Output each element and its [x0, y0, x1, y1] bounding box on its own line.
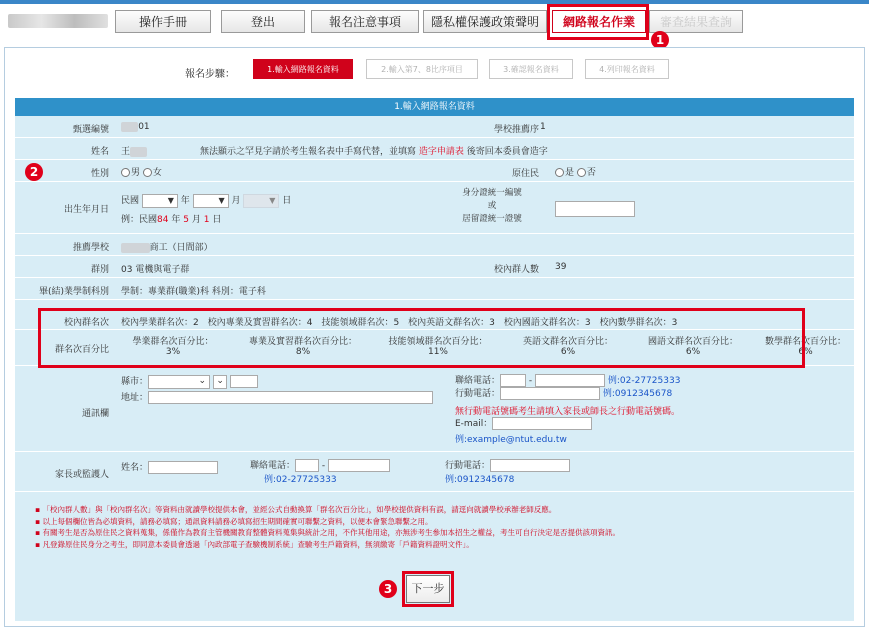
chevron-down-icon: ▼: [167, 195, 174, 205]
percent-label: 群名次百分比: [54, 345, 109, 355]
guardian-tel-number-input[interactable]: [328, 459, 390, 472]
mobile-input[interactable]: [500, 387, 600, 400]
steps-label: 報名步驟：: [185, 69, 235, 80]
birth-day-select[interactable]: [243, 194, 279, 208]
guardian-tel-example: 例:02-27725333: [264, 475, 337, 485]
ranks-value: 校內學業群名次：2 校內專業及實習群名次：4 技能領域群名次：5 校內英語文群名次：3 校內國語文群名次：3 校內數學群名次：3: [121, 318, 678, 328]
marker-3: 3: [379, 580, 397, 598]
note-item: ▪ 有關考生是否為原住民之資料蒐集，係僅作為教育主管機關教育整體資料蒐集與統計之用，不作其他用途，亦無涉考生參加本招生之權益，考生可自行決定是否提供該項資訊。: [35, 527, 840, 539]
guardian-tel-area-input[interactable]: [295, 459, 319, 472]
guardian-mobile-input[interactable]: [490, 459, 570, 472]
mobile-example: 例:0912345678: [602, 389, 673, 399]
aboriginal-no-radio[interactable]: [577, 168, 586, 177]
program-label: 畢(結)業學制科別: [38, 287, 109, 297]
row-contact: [15, 370, 854, 452]
section-title: 1.輸入網路報名資料: [15, 98, 854, 116]
note-item: ▪ 以上每個欄位皆為必填資料，請務必填寫；通訊資料請務必填寫招生期間確實可聯繫之資料，以便本會緊急聯繫之用。: [35, 516, 840, 528]
top-navigation: [0, 0, 869, 40]
step-4: 4.列印報名資料: [585, 59, 669, 79]
name-label: 姓名: [90, 147, 109, 157]
birth-inputs: 民國 ▼ 年 ▼ 月 ▼ 日: [121, 195, 292, 206]
row-school: [15, 234, 854, 256]
percent-item: 國語文群名次百分比： 6%: [647, 337, 738, 357]
chevron-down-icon: ▼: [269, 195, 276, 205]
group-count-label: 校內群人數: [493, 265, 539, 275]
group-label: 群別: [90, 265, 109, 275]
program-value: 學制：專業群(職業)科 科別：電子科: [121, 287, 266, 297]
group-value: 03 電機與電子群: [121, 265, 190, 275]
notes-list: [35, 504, 840, 550]
review-result-button[interactable]: 審查結果查詢: [649, 10, 743, 33]
percent-item: 英語文群名次百分比： 6%: [522, 337, 613, 357]
contact-email-row: E-mail：: [455, 416, 592, 430]
exam-no-label: 甄選編號: [72, 125, 109, 135]
id-no-label: 身分證統一編號 或 居留證統一證號: [462, 188, 522, 224]
aboriginal-yes-radio[interactable]: [555, 168, 564, 177]
step-1: 1.輸入網路報名資料: [253, 59, 353, 79]
marker-1: 1: [651, 31, 669, 49]
guardian-mobile-example: 例:0912345678: [445, 475, 515, 485]
school-label: 推薦學校: [72, 243, 109, 253]
top-strip: [0, 0, 869, 4]
contact-addr-row: 地址：: [121, 390, 433, 404]
school-rank-value: 1: [540, 122, 546, 132]
contact-city-row: 縣市： ⌄ ⌄: [121, 374, 258, 389]
percent-item: 數學群名次百分比： 6%: [764, 337, 846, 357]
school-value: 00000商工（日間部）: [121, 243, 213, 253]
row-guardian: [15, 454, 854, 492]
gender-options: 男 女: [121, 165, 162, 178]
notice-button[interactable]: 報名注意事項: [311, 10, 419, 33]
guardian-tel-row: 聯絡電話： - 例:02-27725333: [250, 458, 390, 485]
row-exam-no: [15, 116, 854, 138]
chevron-down-icon: ⌄: [216, 375, 224, 386]
aboriginal-options: 是 否: [555, 165, 596, 178]
gender-label: 性別: [90, 169, 109, 179]
name-note: 無法顯示之罕見字請於考生報名表中手寫代替，並填寫 造字申請表 後寄回本委員會造字: [200, 147, 548, 157]
note-item: ▪ 凡登錄原住民身分之考生，即同意本委員會透過「內政部電子查驗機制系統」查驗考生戶籍資料，無須繳寄「戶籍資料證明文件」。: [35, 539, 840, 551]
step-3: 3.確認報名資料: [489, 59, 573, 79]
gender-female-radio[interactable]: [143, 168, 152, 177]
group-count-value: 39: [555, 262, 567, 272]
zip-input[interactable]: [230, 375, 258, 388]
school-rank-label: 學校推薦序: [493, 125, 539, 135]
exam-no-value: 00001: [121, 122, 150, 132]
chevron-down-icon: ▼: [218, 195, 225, 205]
highlight-nav-box: [547, 4, 649, 40]
address-input[interactable]: [148, 391, 433, 404]
email-input[interactable]: [492, 417, 592, 430]
contact-tel-row: 聯絡電話： - 例:02-27725333: [455, 376, 681, 386]
step-2: 2.輸入第7、8比序項目: [366, 59, 478, 79]
birth-label: 出生年月日: [63, 205, 109, 215]
percent-item: 技能領域群名次百分比： 11%: [388, 337, 488, 357]
id-no-input[interactable]: [555, 201, 635, 217]
guardian-name-input[interactable]: [148, 461, 218, 474]
ranks-label: 校內群名次: [63, 318, 109, 328]
aboriginal-label: 原住民: [511, 169, 539, 179]
row-group: [15, 256, 854, 278]
birth-year-select[interactable]: [142, 194, 178, 208]
percent-item: 專業及實習群名次百分比： 8%: [248, 337, 357, 357]
percent-item: 學業群名次百分比： 3%: [132, 337, 214, 357]
marker-2: 2: [25, 163, 43, 181]
tel-example: 例:02-27725333: [607, 376, 681, 386]
email-example: 例:example@ntut.edu.tw: [455, 435, 567, 445]
logout-button[interactable]: 登出: [221, 10, 305, 33]
birth-month-select[interactable]: [193, 194, 229, 208]
district-select[interactable]: [213, 375, 227, 389]
site-logo: [8, 14, 108, 28]
row-program: [15, 278, 854, 300]
next-step-button[interactable]: 下一步: [406, 575, 450, 603]
guardian-label: 家長或監護人: [54, 470, 109, 480]
guardian-name-row: 姓名：: [121, 460, 218, 474]
guardian-mobile-row: 行動電話： 例:0912345678: [445, 458, 570, 485]
city-select[interactable]: [148, 375, 210, 389]
manual-button[interactable]: 操作手冊: [115, 10, 211, 33]
privacy-button[interactable]: 隱私權保護政策聲明: [423, 10, 547, 33]
highlight-next-box: [402, 571, 454, 607]
contact-label: 通訊欄: [81, 409, 109, 419]
highlight-rank-box: [38, 308, 805, 368]
row-gender: [15, 160, 854, 182]
note-item: ▪ 「校內群人數」與「校內群名次」等資料由就讀學校提供本會，並經公式自動換算「群名次百分比」，如學校提供資料有誤，請逕向就讀學校承辦老師反應。: [35, 504, 840, 516]
online-registration-button[interactable]: 網路報名作業: [552, 10, 646, 33]
contact-mobile-row: 行動電話： 例:0912345678: [455, 389, 673, 399]
char-request-link[interactable]: 造字申請表: [418, 147, 464, 157]
chevron-down-icon: ⌄: [198, 375, 207, 386]
birth-example: 例：民國84 年 5 月 1 日: [121, 215, 222, 225]
gender-male-radio[interactable]: [121, 168, 130, 177]
name-value: 王000: [121, 147, 148, 157]
mobile-note: 無行動電話號碼考生請填入家長或師長之行動電話號碼。: [455, 407, 681, 417]
row-name: [15, 138, 854, 160]
row-birth: [15, 182, 854, 234]
